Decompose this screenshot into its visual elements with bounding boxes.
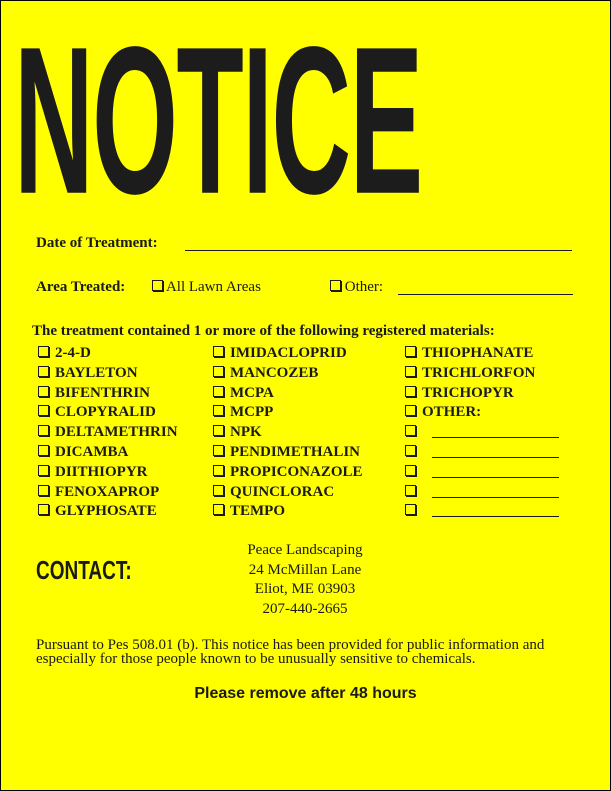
contact-name: Peace Landscaping: [247, 542, 363, 558]
other-area-label: Other:: [344, 279, 384, 295]
date-of-treatment-field[interactable]: [185, 236, 572, 251]
material-item[interactable]: [213, 384, 363, 404]
material-label: DICAMBA: [55, 443, 129, 460]
material-item[interactable]: [213, 483, 363, 503]
material-label: PENDIMETHALIN: [230, 443, 361, 460]
material-checkbox[interactable]: [38, 405, 49, 416]
material-checkbox[interactable]: [213, 366, 224, 377]
material-checkbox[interactable]: [38, 485, 49, 496]
material-item[interactable]: [213, 344, 363, 364]
notice-title: [14, 15, 599, 223]
area-treated-label: Area Treated:: [36, 279, 126, 295]
material-label: TEMPO: [230, 503, 285, 520]
material-checkbox[interactable]: [38, 445, 49, 456]
materials-column-3: [405, 344, 559, 522]
material-label: MANCOZEB: [230, 364, 319, 381]
other-material-checkbox[interactable]: [405, 465, 416, 476]
other-material-item[interactable]: [405, 423, 559, 443]
material-label: TRICHOPYR: [422, 384, 514, 401]
material-item[interactable]: [38, 483, 178, 503]
pursuant-statement: Pursuant to Pes 508.01 (b). This notice has been provided for public information and especially for those people known to be unusually sensitive to chemicals.: [36, 637, 545, 667]
other-material-field[interactable]: [432, 465, 559, 478]
material-item[interactable]: [213, 463, 363, 483]
material-label: MCPP: [230, 404, 274, 421]
material-label: IMIDACLOPRID: [230, 345, 347, 361]
other-area-option[interactable]: [330, 279, 383, 296]
all-lawn-areas-label: All Lawn Areas: [165, 279, 261, 295]
material-item[interactable]: [38, 364, 178, 384]
contact-street: 24 McMillan Lane: [248, 561, 362, 578]
material-item[interactable]: [38, 384, 178, 404]
other-material-item[interactable]: [405, 443, 559, 463]
material-item[interactable]: [38, 423, 178, 443]
material-label: 2-4-D: [55, 345, 91, 361]
materials-column-2: [213, 344, 363, 522]
material-checkbox[interactable]: [38, 366, 49, 377]
contact-label: CONTACT:: [36, 557, 132, 586]
material-item[interactable]: [38, 502, 178, 522]
material-checkbox[interactable]: [213, 425, 224, 436]
contact-phone: 207-440-2665: [262, 600, 348, 617]
material-checkbox[interactable]: [405, 346, 416, 357]
all-lawn-areas-option[interactable]: [152, 279, 261, 296]
material-checkbox[interactable]: [213, 465, 224, 476]
material-checkbox[interactable]: [38, 425, 49, 436]
material-label: MCPA: [230, 384, 274, 401]
other-material-field[interactable]: [432, 504, 559, 517]
material-label: FENOXAPROP: [55, 483, 160, 500]
other-material-field[interactable]: [432, 425, 559, 438]
material-item[interactable]: [405, 344, 559, 364]
other-area-field[interactable]: [398, 280, 573, 295]
other-material-item[interactable]: [405, 502, 559, 522]
material-label: QUINCLORAC: [230, 483, 335, 500]
date-of-treatment-label: Date of Treatment:: [36, 235, 158, 251]
contact-city: Eliot, ME 03903: [254, 581, 356, 597]
other-material-checkbox[interactable]: [405, 425, 416, 436]
other-material-field[interactable]: [432, 445, 559, 458]
material-checkbox[interactable]: [38, 346, 49, 357]
material-checkbox[interactable]: [38, 504, 49, 515]
notice-title-text: NOTICE: [14, 15, 422, 223]
other-material-checkbox[interactable]: [405, 485, 416, 496]
material-item[interactable]: [213, 403, 363, 423]
material-item[interactable]: [405, 384, 559, 404]
material-checkbox[interactable]: [405, 366, 416, 377]
other-area-checkbox[interactable]: [330, 280, 341, 291]
material-checkbox[interactable]: [213, 386, 224, 397]
other-material-checkbox[interactable]: [405, 445, 416, 456]
material-label: THIOPHANATE: [422, 345, 534, 361]
material-checkbox[interactable]: [213, 346, 224, 357]
remove-notice: Please remove after 48 hours: [194, 685, 417, 702]
material-checkbox[interactable]: [213, 405, 224, 416]
material-label: TRICHLORFON: [422, 364, 536, 381]
material-checkbox[interactable]: [38, 386, 49, 397]
material-label: DELTAMETHRIN: [55, 424, 178, 441]
all-lawn-areas-checkbox[interactable]: [152, 280, 163, 291]
material-checkbox[interactable]: [213, 445, 224, 456]
material-checkbox[interactable]: [213, 485, 224, 496]
material-label: BAYLETON: [55, 364, 138, 381]
material-item[interactable]: [38, 463, 178, 483]
material-label: GLYPHOSATE: [55, 503, 157, 520]
material-label: BIFENTHRIN: [55, 384, 151, 401]
material-item[interactable]: [213, 502, 363, 522]
other-material-item[interactable]: [405, 463, 559, 483]
material-checkbox[interactable]: [213, 504, 224, 515]
material-checkbox[interactable]: [405, 386, 416, 397]
material-item[interactable]: [405, 364, 559, 384]
other-material-item[interactable]: [405, 483, 559, 503]
material-item[interactable]: [213, 443, 363, 463]
materials-heading: The treatment contained 1 or more of the following registered materials:: [32, 323, 495, 339]
material-checkbox[interactable]: [38, 465, 49, 476]
material-label: CLOPYRALID: [55, 404, 156, 421]
material-label: OTHER:: [422, 404, 482, 421]
material-item[interactable]: [38, 344, 178, 364]
other-material-checkbox[interactable]: [405, 504, 416, 515]
material-label: PROPICONAZOLE: [230, 463, 363, 480]
contact-details: [215, 541, 395, 619]
material-checkbox[interactable]: [405, 405, 416, 416]
materials-column-1: [38, 344, 178, 522]
material-item[interactable]: [38, 403, 178, 423]
material-item[interactable]: [213, 364, 363, 384]
material-label: NPK: [230, 424, 262, 441]
material-item[interactable]: [213, 423, 363, 443]
other-material-field[interactable]: [432, 485, 559, 498]
material-item[interactable]: [38, 443, 178, 463]
material-label: DIITHIOPYR: [55, 463, 148, 480]
material-item[interactable]: [405, 403, 559, 423]
